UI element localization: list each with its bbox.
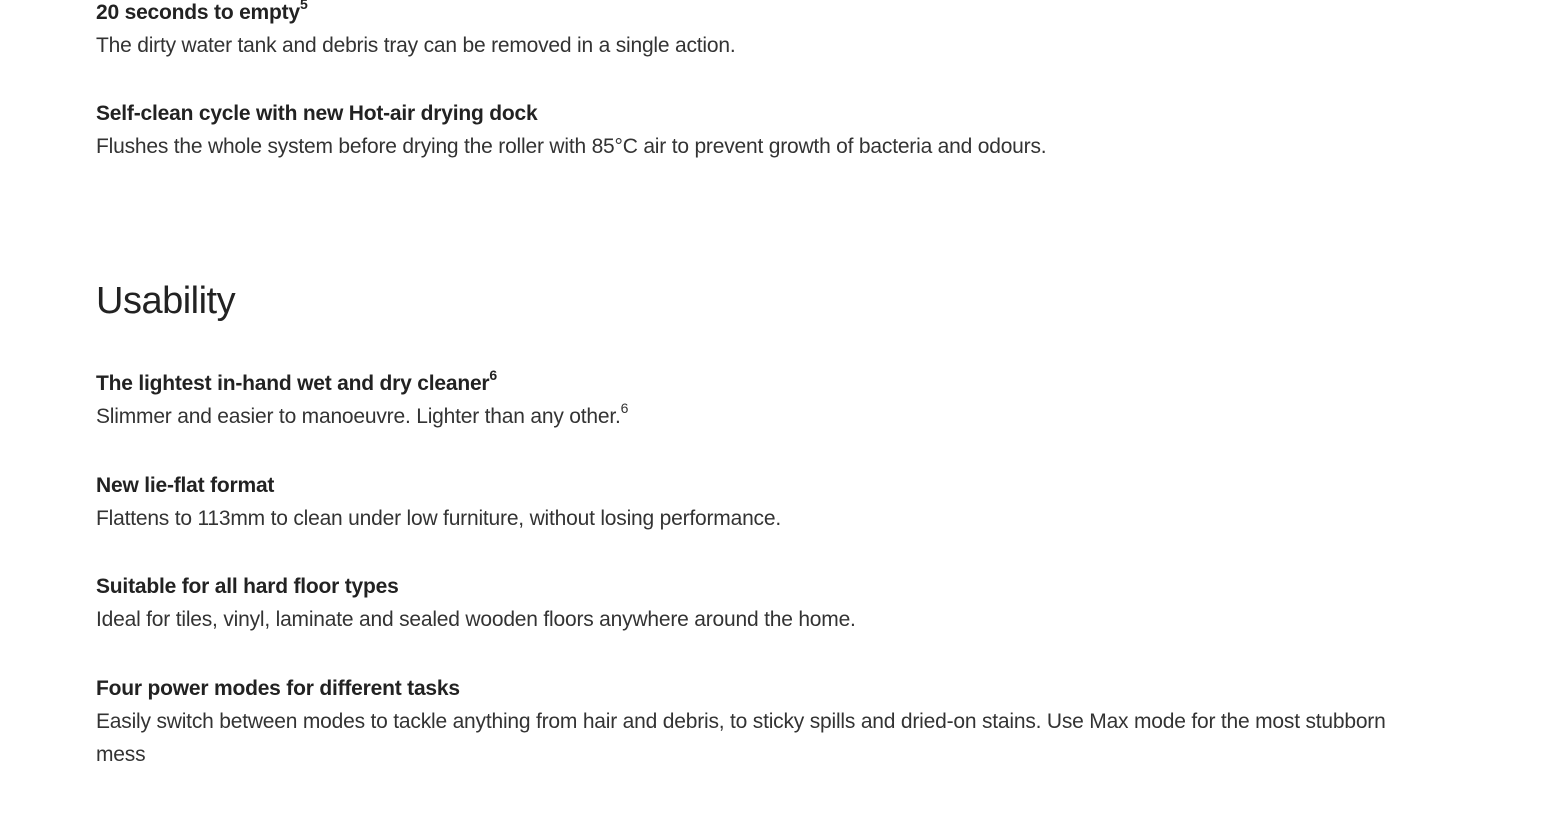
feature-description: Slimmer and easier to manoeuvre. Lighter than any other.$^6$ — [96, 400, 629, 428]
feature-title: New lie-flat format — [96, 474, 275, 497]
feature-description: Flattens to 113mm to clean under low furniture, without losing performance. — [96, 507, 781, 530]
footnote-ref: 6 — [489, 367, 497, 383]
section-heading-usability: Usability — [96, 280, 236, 322]
feature-title: The lightest in-hand wet and dry cleaner$^6$ — [96, 367, 497, 395]
feature-description: Easily switch between modes to tackle anything from hair and debris, to sticky spills and dried-on stains. Use Max mode for the most stubborn mess — [96, 710, 1386, 766]
feature-lightest — [96, 367, 1456, 433]
feature-description: Flushes the whole system before drying the roller with 85°C air to prevent growth of bacteria and odours. — [96, 135, 1047, 158]
feature-description: Ideal for tiles, vinyl, laminate and sealed wooden floors anywhere around the home. — [96, 608, 856, 631]
feature-empty-time — [96, 0, 1456, 62]
feature-description: The dirty water tank and debris tray can be removed in a single action. — [96, 34, 736, 57]
footnote-ref: 6 — [620, 400, 629, 416]
feature-title: Self-clean cycle with new Hot-air drying dock — [96, 102, 538, 125]
feature-title: Suitable for all hard floor types — [96, 575, 399, 598]
feature-title: 20 seconds to empty$^5$ — [96, 0, 1456, 29]
feature-title: Four power modes for different tasks — [96, 677, 460, 700]
feature-power-modes — [96, 672, 1436, 771]
footnote-ref: 5 — [299, 0, 308, 12]
feature-self-clean — [96, 97, 1456, 163]
feature-lie-flat — [96, 469, 1456, 535]
feature-floor-types — [96, 570, 1456, 636]
